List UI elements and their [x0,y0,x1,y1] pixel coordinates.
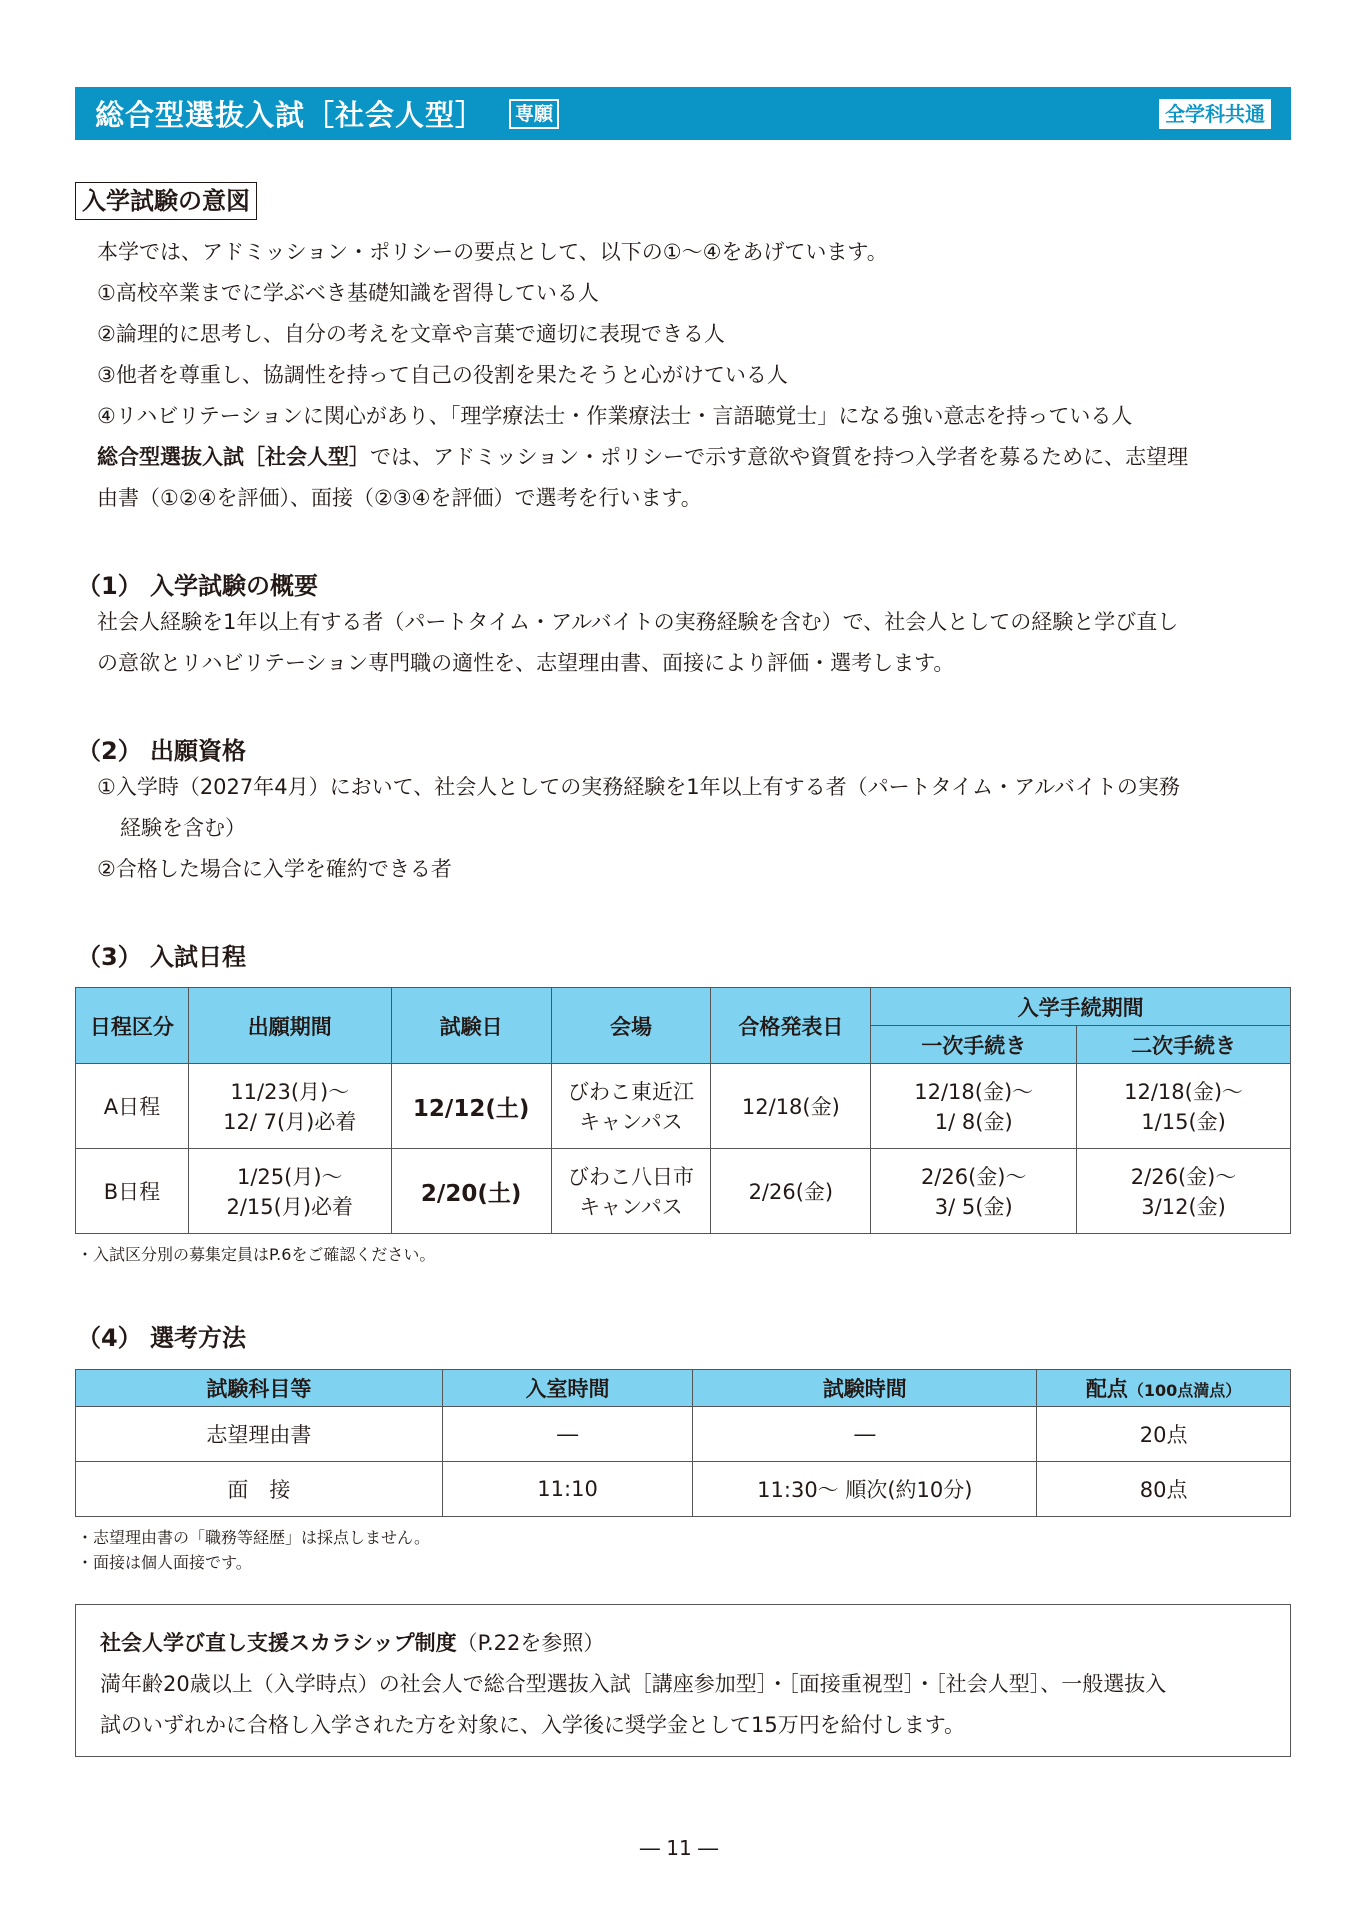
period-end: 2/15(月)必着 [226,1195,354,1219]
page-number: ― 11 ― [639,1836,719,1860]
venue-campus: キャンパス [579,1110,683,1134]
second-procedure-cell [1077,1064,1291,1149]
venue-campus: キャンパス [579,1195,683,1219]
first-procedure-cell [871,1149,1077,1234]
period-cell [188,1064,391,1149]
section3-heading: （3） 入試日程 [77,943,247,971]
col-header-first-procedure: 一次手続き [871,1026,1077,1064]
entry-time-cell: ― [442,1407,693,1462]
section2-line-2: ②合格した場合に入学を確約できる者 [97,857,452,881]
col-header-kubun: 日程区分 [76,988,189,1064]
venue-cell [551,1149,711,1234]
schedule-note: ・入試区分別の募集定員はP.6をご確認ください。 [77,1245,436,1264]
intent-summary-line-2: 由書（①②④を評価）、面接（②③④を評価）で選考を行います。 [97,486,702,510]
scholarship-title: 社会人学び直し支援スカラシップ制度 [100,1631,457,1655]
scholarship-ref: （P.22を参照） [456,1631,605,1655]
scholarship-line-1: 満年齢20歳以上（入学時点）の社会人で総合型選抜入試［講座参加型］・［面接重視型］・［社会人型］、一般選抜入 [100,1672,1167,1696]
first-procedure-cell [871,1064,1077,1149]
section2-heading: （2） 出願資格 [77,737,247,765]
scholarship-title-line [100,1623,1266,1664]
section2-line-0: ①入学時（2027年4月）において、社会人としての実務経験を1年以上有する者（パートタイム・アルバイトの実務 [97,775,1180,799]
subject-cell: 面 接 [76,1462,443,1517]
first-start: 2/26(金)～ [920,1165,1027,1189]
points-scale: （100点満点） [1127,1381,1242,1400]
selection-note-0: ・志望理由書の「職務等経歴」は採点しません。 [77,1528,430,1547]
page-title: 総合型選抜入試［社会人型］ [95,98,486,132]
selection-note-1: ・面接は個人面接です。 [77,1553,252,1572]
col-header-announcement: 合格発表日 [711,988,871,1064]
exam-date-cell: 12/12(土) [391,1064,551,1149]
first-end: 1/ 8(金) [934,1110,1013,1134]
table-row [76,1462,1291,1517]
second-start: 12/18(金)～ [1124,1080,1244,1104]
first-start: 12/18(金)～ [914,1080,1034,1104]
intent-heading: 入学試験の意図 [75,182,257,220]
section1-line-0: 社会人経験を1年以上有する者（パートタイム・アルバイトの実務経験を含む）で、社会人としての経験と学び直し [97,610,1179,634]
exam-time-cell: 11:30～ 順次(約10分) [693,1462,1037,1517]
intent-summary-line-1 [97,437,1188,478]
scholarship-box [75,1604,1291,1757]
second-procedure-cell [1077,1149,1291,1234]
entry-time-cell: 11:10 [442,1462,693,1517]
intent-line-0: 本学では、アドミッション・ポリシーの要点として、以下の①～④をあげています。 [97,240,888,264]
section2-line-1: 経験を含む） [120,816,246,840]
section1-line-1: の意欲とリハビリテーション専門職の適性を、志望理由書、面接により評価・選考します。 [97,651,955,675]
period-start: 1/25(月)～ [237,1165,343,1189]
col-header-enrollment-period: 入学手続期間 [871,988,1291,1026]
col-header-exam-time: 試験時間 [693,1370,1037,1407]
period-start: 11/23(月)～ [230,1080,350,1104]
col-header-entry-time: 入室時間 [442,1370,693,1407]
kubun-cell: B日程 [76,1149,189,1234]
col-header-subject: 試験科目等 [76,1370,443,1407]
period-cell [188,1149,391,1234]
exam-time-cell: ― [693,1407,1037,1462]
intent-bold-lead: 総合型選抜入試［社会人型］ [97,445,370,469]
points-label: 配点 [1085,1377,1128,1401]
kubun-cell: A日程 [76,1064,189,1149]
section4-heading: （4） 選考方法 [77,1324,247,1352]
points-cell: 80点 [1037,1462,1291,1517]
all-departments-badge: 全学科共通 [1159,99,1271,129]
venue-cell [551,1064,711,1149]
period-end: 12/ 7(月)必着 [223,1110,357,1134]
second-end: 1/15(金) [1141,1110,1226,1134]
announcement-cell: 12/18(金) [711,1064,871,1149]
first-end: 3/ 5(金) [934,1195,1013,1219]
col-header-application-period: 出願期間 [188,988,391,1064]
announcement-cell: 2/26(金) [711,1149,871,1234]
col-header-second-procedure: 二次手続き [1077,1026,1291,1064]
venue-name: びわこ東近江 [568,1080,694,1104]
scholarship-line-2: 試のいずれかに合格し入学された方を対象に、入学後に奨学金として15万円を給付します。 [100,1713,966,1737]
page-header-bar [75,87,1291,140]
selection-method-table [75,1369,1291,1517]
intent-line-3: ③他者を尊重し、協調性を持って自己の役割を果たそうと心がけている人 [97,363,788,387]
col-header-exam-date: 試験日 [391,988,551,1064]
exam-date-cell: 2/20(土) [391,1149,551,1234]
second-end: 3/12(金) [1141,1195,1226,1219]
intent-line-4: ④リハビリテーションに関心があり、「理学療法士・作業療法士・言語聴覚士」になる強い意志を持っている人 [97,404,1133,428]
points-cell: 20点 [1037,1407,1291,1462]
section1-heading: （1） 入学試験の概要 [77,572,319,600]
schedule-table [75,987,1291,1234]
table-row [76,1407,1291,1462]
intent-line-2: ②論理的に思考し、自分の考えを文章や言葉で適切に表現できる人 [97,322,725,346]
venue-name: びわこ八日市 [568,1165,694,1189]
table-row [76,1149,1291,1234]
exclusive-badge: 専願 [509,99,559,129]
subject-cell: 志望理由書 [76,1407,443,1462]
second-start: 2/26(金)～ [1130,1165,1237,1189]
col-header-venue: 会場 [551,988,711,1064]
intent-line-1: ①高校卒業までに学ぶべき基礎知識を習得している人 [97,281,599,305]
table-row [76,1064,1291,1149]
col-header-points [1037,1370,1291,1407]
intent-summary-tail: では、アドミッション・ポリシーで示す意欲や資質を持つ入学者を募るために、志望理 [370,445,1189,469]
